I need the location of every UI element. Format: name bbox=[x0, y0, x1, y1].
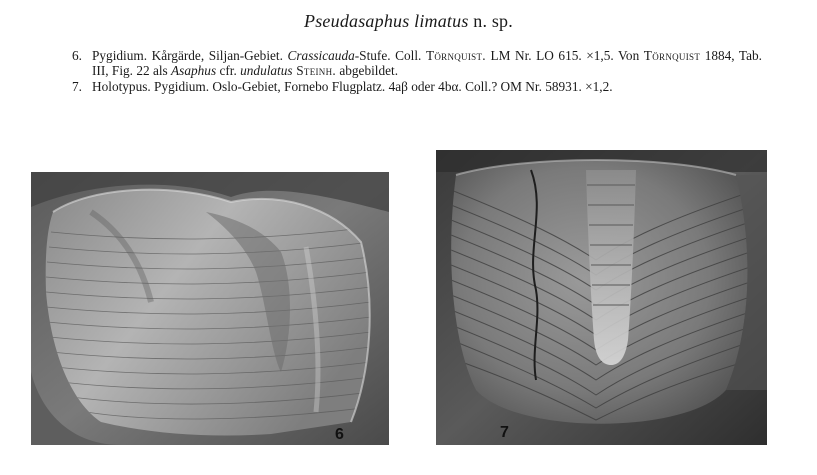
species-name: Pseudasaphus limatus bbox=[304, 11, 469, 31]
caption-text-part: 1884, Tab. III, Fig. 22 als bbox=[92, 48, 762, 79]
caption-6 bbox=[72, 48, 762, 79]
caption-text-part: Pygidium. Kårgärde, Siljan-Gebiet. bbox=[92, 48, 288, 63]
figure-captions bbox=[72, 48, 762, 94]
species-suffix: n. sp. bbox=[473, 11, 513, 31]
caption-text bbox=[92, 48, 762, 79]
author-name: Törnquist bbox=[643, 48, 701, 63]
caption-7 bbox=[72, 79, 762, 94]
fossil-photo-6 bbox=[31, 172, 389, 445]
author-name: Steinh. bbox=[292, 63, 337, 79]
author-name: Törnquist. bbox=[425, 48, 486, 63]
fossil-photo-7-image bbox=[436, 150, 767, 445]
caption-number: 6. bbox=[72, 48, 82, 63]
caption-text-part: -Stufe. Coll. bbox=[354, 48, 426, 63]
caption-text-italic: undulatus bbox=[240, 63, 293, 79]
caption-text-italic: Asaphus bbox=[171, 63, 217, 79]
caption-text-part: LM Nr. LO 615. ×1,5. Von bbox=[485, 48, 644, 63]
fossil-photo-7 bbox=[436, 150, 767, 445]
figure-label-7: 7 bbox=[500, 424, 509, 441]
caption-text-italic: Crassicauda bbox=[287, 48, 355, 63]
figure-label-6: 6 bbox=[335, 426, 344, 443]
caption-number: 7. bbox=[72, 78, 82, 94]
fossil-photo-6-image bbox=[31, 172, 389, 445]
caption-text-part: abgebildet. bbox=[336, 63, 399, 79]
plate-title bbox=[0, 11, 817, 32]
caption-text: Holotypus. Pygidium. Oslo-Gebiet, Fornebo Flugplatz. 4aβ oder 4bα. Coll.? OM Nr. 58931. ×1,2. bbox=[92, 78, 613, 94]
caption-text-part: cfr. bbox=[216, 63, 241, 79]
